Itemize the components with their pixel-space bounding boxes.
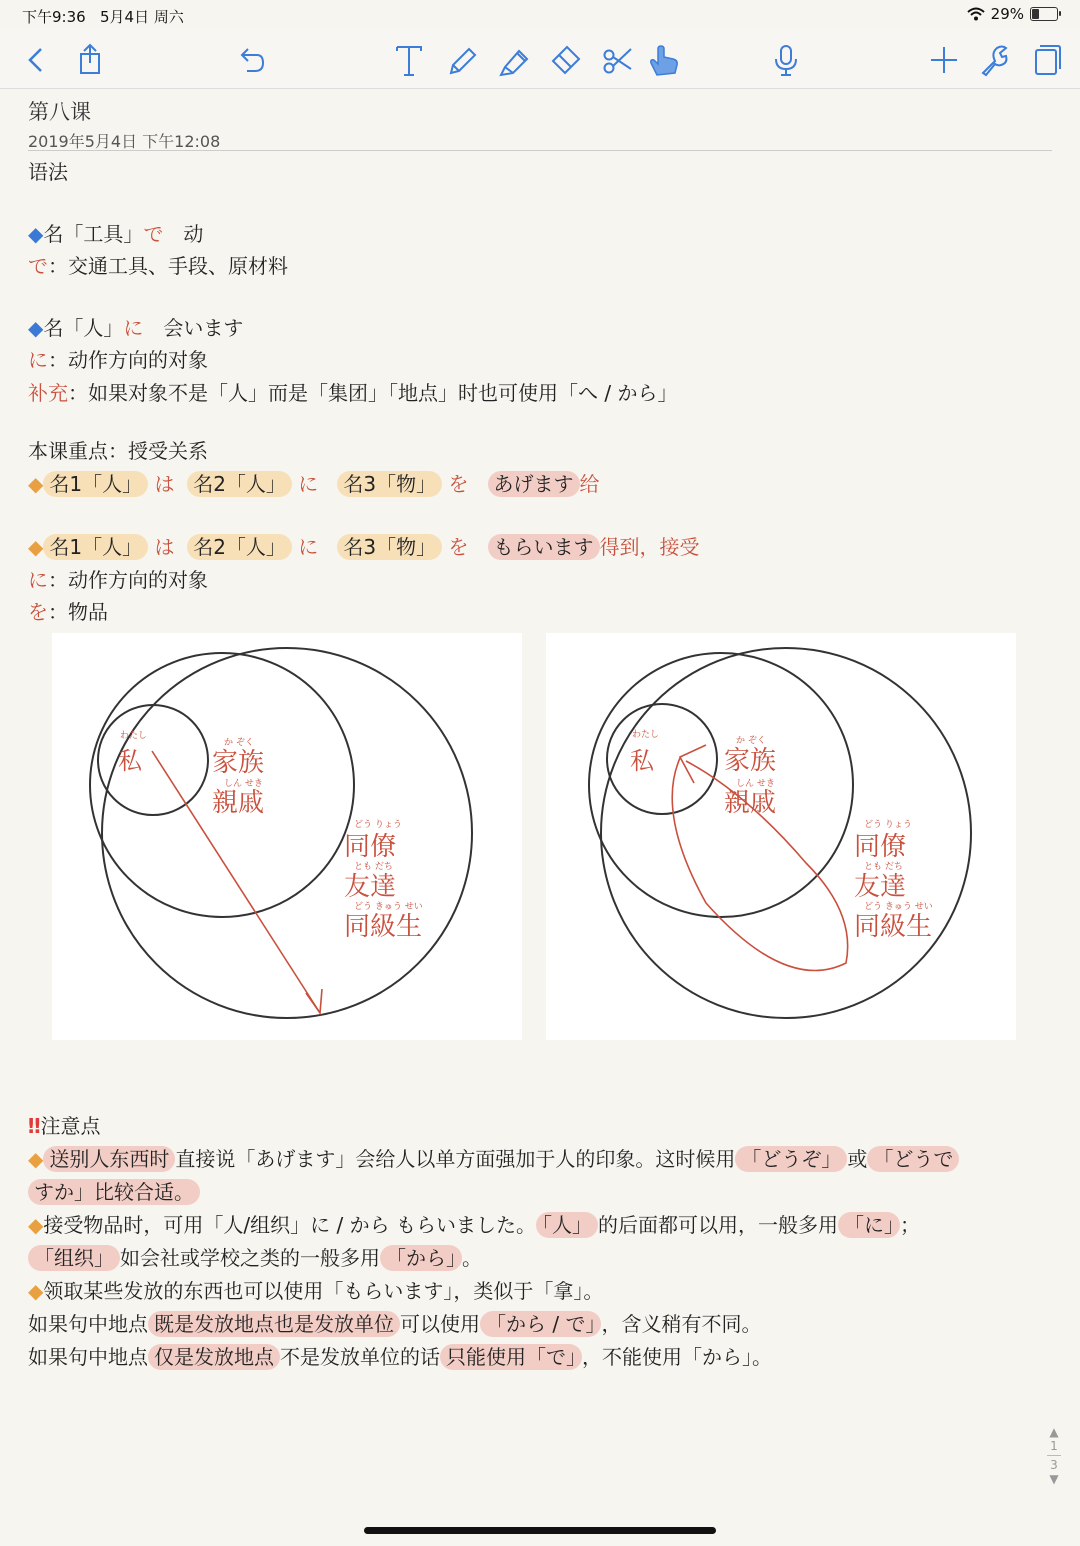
section-heading: 语法 bbox=[28, 160, 68, 184]
kazoku-ruby: か ぞく bbox=[224, 738, 254, 748]
focus-heading: 本课重点：授受关系 bbox=[28, 439, 208, 463]
shinseki-ruby: しん せき bbox=[224, 779, 263, 789]
status-right bbox=[967, 5, 1058, 23]
battery-percent: 29% bbox=[990, 5, 1024, 23]
ageru-pattern: ◆ 名1「人」 は 名2「人」 に 名3「物」 を あげます 给 bbox=[28, 471, 600, 496]
status-time: 下午9:36 5月4日 周六 bbox=[22, 8, 184, 26]
diamond-icon: ◆ bbox=[28, 221, 44, 246]
svg-text:しん せき: しん せき bbox=[736, 779, 775, 789]
svg-text:どう りょう: どう りょう bbox=[864, 820, 912, 830]
svg-text:同僚: 同僚 bbox=[854, 832, 907, 862]
ageru-diagram[interactable] bbox=[52, 633, 522, 1040]
scissors-tool-icon[interactable] bbox=[596, 38, 640, 82]
wrench-icon[interactable] bbox=[972, 38, 1016, 82]
back-icon[interactable] bbox=[14, 38, 58, 82]
tomodachi-label: 友達 bbox=[344, 872, 397, 902]
grammar-1-note: で：交通工具、手段、原材料 bbox=[28, 254, 288, 278]
svg-text:家族: 家族 bbox=[724, 746, 777, 776]
page-indicator[interactable] bbox=[1042, 1425, 1066, 1520]
page-current: 1 bbox=[1050, 1439, 1058, 1453]
svg-text:親戚: 親戚 bbox=[724, 788, 777, 818]
add-icon[interactable] bbox=[922, 38, 966, 82]
shinseki-label: 親戚 bbox=[212, 788, 265, 818]
status-bar bbox=[0, 0, 1080, 30]
share-icon[interactable] bbox=[68, 38, 112, 82]
header-divider bbox=[28, 150, 1052, 151]
diamond-icon: ◆ bbox=[28, 1213, 44, 1237]
douryou-label: 同僚 bbox=[344, 832, 397, 862]
page-down-icon[interactable]: ▼ bbox=[1049, 1472, 1059, 1486]
note-header bbox=[28, 96, 220, 152]
inner-circle bbox=[607, 704, 717, 814]
svg-text:か ぞく: か ぞく bbox=[736, 736, 766, 746]
grammar-2-note: に：动作方向的对象 bbox=[28, 348, 208, 372]
kazoku-label: 家族 bbox=[212, 748, 265, 778]
morau-pattern: ◆ 名1「人」 は 名2「人」 に 名3「物」 を もらいます 得到，接受 bbox=[28, 535, 700, 559]
note-p2-cont: 「组织」 如会社或学校之类的一般多用 「から」 。 bbox=[28, 1242, 1058, 1275]
diamond-icon: ◆ bbox=[28, 535, 44, 559]
wo-note: を：物品 bbox=[28, 600, 108, 624]
middle-circle bbox=[90, 653, 354, 917]
inner-circle bbox=[98, 705, 208, 815]
watashi-label: 私 bbox=[118, 747, 142, 775]
notes-section[interactable] bbox=[28, 1110, 1058, 1374]
svg-text:どう きゅう せい: どう きゅう せい bbox=[864, 902, 933, 912]
highlighter-tool-icon[interactable] bbox=[492, 38, 536, 82]
note-p4: 如果句中地点 既是发放地点也是发放单位 可以使用 「から / で」 ，含义稍有不同。 bbox=[28, 1312, 762, 1336]
svg-text:友達: 友達 bbox=[854, 872, 907, 902]
diamond-icon: ◆ bbox=[28, 1279, 44, 1303]
grammar-2-line: ◆名「人」に 会います bbox=[28, 315, 244, 340]
diamond-icon: ◆ bbox=[28, 315, 44, 340]
ni-note: に：动作方向的对象 bbox=[28, 567, 208, 592]
note-body[interactable] bbox=[28, 156, 1058, 629]
douryou-ruby: どう りょう bbox=[354, 820, 402, 830]
diamond-icon: ◆ bbox=[28, 1147, 44, 1171]
middle-circle bbox=[589, 653, 853, 917]
undo-icon[interactable] bbox=[228, 38, 272, 82]
doukyuusei-label: 同級生 bbox=[344, 912, 423, 942]
page-total: 3 bbox=[1050, 1458, 1058, 1472]
pages-icon[interactable] bbox=[1024, 38, 1068, 82]
wifi-icon bbox=[967, 7, 985, 21]
pen-tool-icon[interactable] bbox=[440, 38, 484, 82]
notes-heading: ‼注意点 bbox=[28, 1114, 101, 1138]
watashi-ruby: わたし bbox=[120, 731, 148, 741]
svg-text:同級生: 同級生 bbox=[854, 912, 933, 942]
toolbar bbox=[0, 30, 1080, 89]
text-tool-icon[interactable] bbox=[387, 38, 431, 82]
note-p2: ◆接受物品时，可用「人/组织」に / から もらいました。 「人」 的后面都可以用，一般多用 「に」 ； bbox=[28, 1213, 920, 1237]
morau-diagram[interactable] bbox=[546, 633, 1016, 1040]
diagram-area bbox=[52, 633, 1018, 1040]
grammar-1-line: ◆名「工具」で 动 bbox=[28, 221, 204, 246]
svg-text:私: 私 bbox=[630, 747, 654, 775]
hand-tool-icon[interactable] bbox=[642, 38, 686, 82]
exclamation-icon: ‼ bbox=[28, 1114, 41, 1138]
tomodachi-ruby: とも だち bbox=[354, 862, 393, 872]
battery-icon bbox=[1030, 7, 1058, 21]
svg-text:とも だち: とも だち bbox=[864, 862, 903, 872]
home-indicator[interactable] bbox=[364, 1527, 716, 1534]
note-p1: ◆ 送别人东西时 直接说「あげます」会给人以单方面强加于人的印象。这时候用 「どうぞ」 或 「どうで bbox=[28, 1143, 1058, 1176]
note-date: 2019年5月4日 下午12:08 bbox=[28, 132, 221, 151]
page-up-icon[interactable]: ▲ bbox=[1049, 1425, 1059, 1439]
note-p1-cont: すか」比较合适。 bbox=[28, 1176, 1058, 1209]
svg-text:わたし: わたし bbox=[632, 730, 660, 740]
microphone-icon[interactable] bbox=[764, 38, 808, 82]
grammar-2-supplement: 补充：如果对象不是「人」而是「集团」「地点」时也可使用「へ / から」 bbox=[28, 380, 678, 405]
doukyuusei-ruby: どう きゅう せい bbox=[354, 902, 423, 912]
note-p3: ◆领取某些发放的东西也可以使用「もらいます」，类似于「拿」。 bbox=[28, 1279, 604, 1303]
diamond-icon: ◆ bbox=[28, 471, 44, 496]
note-p5: 如果句中地点 仅是发放地点 不是发放单位的话 只能使用「で」 ，不能使用「から」。 bbox=[28, 1345, 772, 1369]
eraser-tool-icon[interactable] bbox=[544, 38, 588, 82]
note-title: 第八课 bbox=[28, 100, 91, 124]
